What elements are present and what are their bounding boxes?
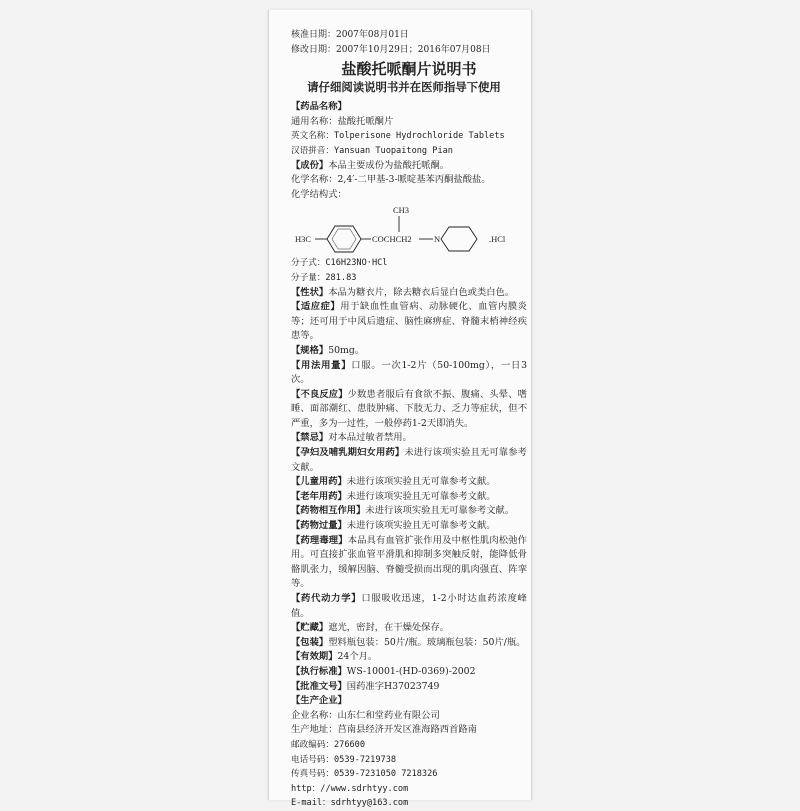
section-paragraph [291, 300, 527, 344]
section-tag: 【适应症】 [291, 301, 341, 313]
composition-tag: 【成份】 [291, 159, 329, 171]
section-paragraph [291, 636, 527, 651]
drug-name-heading: 【药品名称】 [291, 101, 347, 113]
pinyin-name: 汉语拼音：Yansuan Tuopaitong Pian [291, 145, 453, 156]
section-paragraph [291, 344, 527, 359]
revision-date: 修改日期：2007年10月29日；2016年07月08日 [291, 44, 491, 55]
molecular-formula: 分子式：C16H23NO·HCl [291, 258, 388, 269]
section-text: 未进行该项实验且无可靠参考文献。 [365, 505, 515, 517]
section-tag: 【药物过量】 [291, 520, 347, 532]
structure-diagram [291, 202, 527, 256]
section-paragraph [291, 388, 527, 432]
section-text: 未进行该项实验且无可靠参考文献。 [346, 490, 496, 502]
document-subtitle: 请仔细阅读说明书并在医师指导下使用 [307, 80, 501, 95]
section-tag: 【批准文号】 [291, 680, 347, 692]
composition [291, 159, 527, 174]
manufacturer-line: 邮政编码：276600 [291, 739, 366, 750]
section-tag: 【孕妇及哺乳期妇女用药】 [291, 447, 405, 459]
section-paragraph [291, 286, 527, 301]
struct-h3c: H3C [295, 234, 312, 245]
section-paragraph [291, 446, 527, 475]
section-paragraph [291, 490, 527, 505]
section-tag: 【有效期】 [291, 651, 338, 663]
section-tag: 【儿童用药】 [291, 476, 347, 488]
section-text: WS-10001-(HD-0369)-2002 [346, 665, 476, 677]
section-text: 口服吸收迅速，1-2小时达血药浓度峰值。 [291, 593, 527, 619]
section-paragraph [291, 534, 527, 592]
section-tag: 【药代动力学】 [291, 593, 362, 604]
approval-date: 核准日期：2007年08月01日 [291, 30, 409, 40]
manufacturer-line: 传真号码：0539-7231050 7218326 [291, 769, 438, 780]
section-text: 50mg。 [328, 344, 365, 356]
section-paragraph [291, 665, 527, 680]
section-text: 本品具有血管扩张作用及中枢性肌肉松弛作用。可直接扩张血管平滑肌和抑制多突触反射，能降低骨骼肌张力，缓解因脑、脊髓受损而出现的肌肉强直、阵挛等。 [291, 534, 527, 590]
section-paragraph [291, 359, 527, 388]
manufacturer-heading: 【生产企业】 [291, 695, 347, 707]
section-tag: 【用法用量】 [291, 359, 352, 371]
generic-name: 通用名称：盐酸托哌酮片 [291, 115, 394, 127]
structure-label: 化学结构式： [291, 188, 347, 200]
struct-hcl: .HCl [489, 234, 506, 245]
section-tag: 【执行标准】 [291, 665, 347, 677]
manufacturer-info [291, 709, 527, 811]
chemical-structure [291, 202, 527, 256]
section-tag: 【禁忌】 [291, 432, 329, 444]
instruction-leaflet [268, 10, 532, 809]
composition-text: 本品主要成份为盐酸托哌酮。 [328, 159, 450, 171]
manufacturer-line: 企业名称：山东仁和堂药业有限公司 [291, 709, 440, 721]
manufacturer-line: E-mail：sdrhtyy@163.com [291, 798, 409, 809]
section-paragraph [291, 680, 527, 695]
section-tag: 【包装】 [291, 636, 329, 648]
section-text: 未进行该项实验且无可靠参考文献。 [346, 476, 496, 488]
piperidine-ring [441, 227, 477, 251]
section-paragraph [291, 621, 527, 636]
section-text: 本品为糖衣片，除去糖衣后显白色或类白色。 [328, 286, 515, 298]
leaflet-content [291, 28, 527, 811]
leaflet-sections [291, 286, 527, 695]
english-name: 英文名称：Tolperisone Hydrochloride Tablets [291, 131, 505, 142]
manufacturer-line: 生产地址：莒南县经济开发区淮海路西首路南 [291, 724, 477, 736]
struct-ch3: CH3 [393, 205, 410, 216]
section-tag: 【贮藏】 [291, 622, 329, 634]
section-tag: 【规格】 [291, 344, 329, 356]
section-tag: 【老年用药】 [291, 490, 347, 502]
molecular-weight: 分子量：281.83 [291, 272, 357, 283]
section-paragraph [291, 431, 527, 446]
section-paragraph [291, 592, 527, 621]
section-tag: 【药理毒理】 [291, 534, 348, 546]
manufacturer-line: http：//www.sdrhtyy.com [291, 783, 409, 794]
section-tag: 【药物相互作用】 [291, 505, 366, 517]
section-paragraph [291, 504, 527, 519]
section-paragraph [291, 475, 527, 490]
section-paragraph [291, 650, 527, 665]
document-title: 盐酸托哌酮片说明书 [341, 60, 477, 79]
section-text: 塑料瓶包装：50片/瓶。玻璃瓶包装：50片/瓶。 [328, 636, 526, 648]
struct-chain: COCHCH2 [372, 234, 412, 245]
section-paragraph [291, 519, 527, 534]
section-text: 口服。一次1-2片（50-100mg），一日3次。 [291, 359, 527, 386]
section-text: 遮光，密封，在干燥处保存。 [328, 622, 450, 634]
struct-n: N [434, 234, 441, 245]
chemical-name: 化学名称：2,4′-二甲基-3-哌啶基苯丙酮盐酸盐。 [291, 174, 491, 186]
section-text: 24个月。 [337, 651, 378, 663]
section-text: 未进行该项实验且无可靠参考文献。 [346, 520, 496, 532]
section-tag: 【性状】 [291, 286, 329, 298]
section-text: 国药准字H37023749 [346, 680, 440, 692]
manufacturer-line: 电话号码：0539-7219738 [291, 754, 397, 765]
section-text: 少数患者服后有食欲不振、腹痛、头晕、嗜睡、面部潮红、患肢肿痛、下肢无力、乏力等症状，但不严重，多为一过性，一般停药1-2天即消失。 [291, 388, 527, 429]
section-text: 对本品过敏者禁用。 [328, 432, 412, 444]
section-tag: 【不良反应】 [291, 388, 348, 400]
section-text: 用于缺血性血管病、动脉硬化、血管内膜炎等；还可用于中风后遗症、脑性麻痹症、脊髓末梢神经疾患等。 [291, 301, 527, 342]
section-text: 未进行该项实验且无可靠参考文献。 [291, 447, 527, 473]
